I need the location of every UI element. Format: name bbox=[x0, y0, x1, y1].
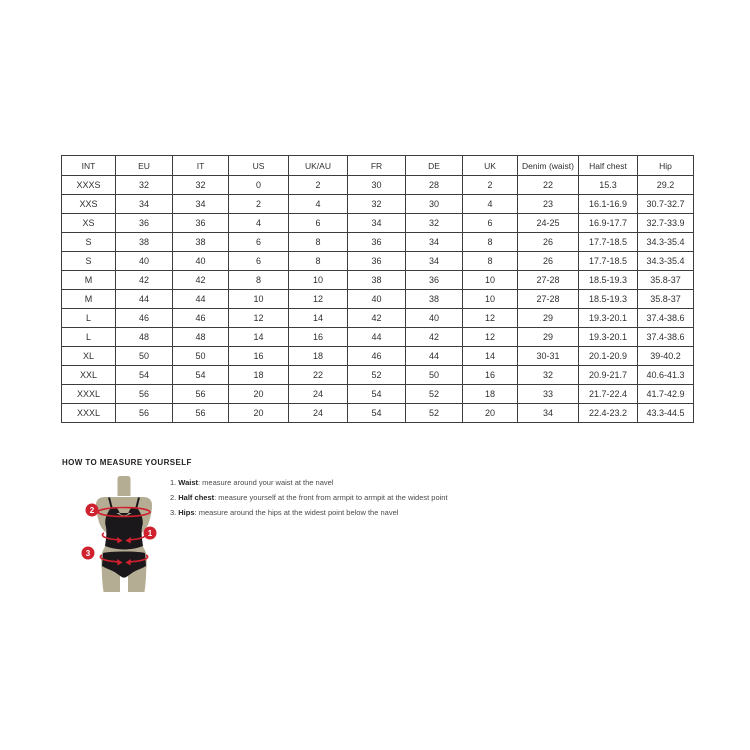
size-cell: 30 bbox=[348, 176, 406, 195]
column-header: Half chest bbox=[579, 156, 638, 176]
size-cell: 44 bbox=[406, 347, 463, 366]
step-text: : measure around your waist at the navel bbox=[198, 478, 334, 487]
size-cell: 2 bbox=[289, 176, 348, 195]
size-cell: 15.3 bbox=[579, 176, 638, 195]
size-cell: 32.7-33.9 bbox=[638, 214, 694, 233]
size-cell: 28 bbox=[406, 176, 463, 195]
size-cell: 36 bbox=[348, 233, 406, 252]
size-cell: 35.8-37 bbox=[638, 271, 694, 290]
size-cell: 24 bbox=[289, 385, 348, 404]
size-cell: 42 bbox=[406, 328, 463, 347]
size-cell: 22.4-23.2 bbox=[579, 404, 638, 423]
size-cell: 33 bbox=[518, 385, 579, 404]
column-header: UK bbox=[463, 156, 518, 176]
table-row bbox=[62, 195, 694, 214]
size-cell: 40 bbox=[348, 290, 406, 309]
size-cell: XL bbox=[62, 347, 116, 366]
size-cell: 50 bbox=[406, 366, 463, 385]
size-cell: 44 bbox=[173, 290, 229, 309]
size-cell: 34.3-35.4 bbox=[638, 252, 694, 271]
table-row bbox=[62, 252, 694, 271]
size-cell: 18 bbox=[463, 385, 518, 404]
size-cell: 56 bbox=[173, 404, 229, 423]
size-cell: XS bbox=[62, 214, 116, 233]
size-cell: 16 bbox=[463, 366, 518, 385]
step-number: 1. bbox=[170, 478, 177, 487]
size-cell: 14 bbox=[289, 309, 348, 328]
svg-text:3: 3 bbox=[85, 548, 91, 558]
table-row bbox=[62, 385, 694, 404]
measure-steps bbox=[170, 477, 448, 522]
size-cell: 4 bbox=[463, 195, 518, 214]
size-cell: 43.3-44.5 bbox=[638, 404, 694, 423]
size-cell: 18 bbox=[229, 366, 289, 385]
column-header: EU bbox=[116, 156, 173, 176]
size-cell: 32 bbox=[406, 214, 463, 233]
size-cell: 26 bbox=[518, 252, 579, 271]
size-cell: 34 bbox=[406, 252, 463, 271]
size-cell: 17.7-18.5 bbox=[579, 252, 638, 271]
step-label: Waist bbox=[178, 478, 198, 487]
size-cell: 6 bbox=[229, 252, 289, 271]
size-cell: 2 bbox=[229, 195, 289, 214]
size-cell: L bbox=[62, 309, 116, 328]
size-cell: 38 bbox=[116, 233, 173, 252]
size-cell: 8 bbox=[289, 233, 348, 252]
size-cell: 42 bbox=[173, 271, 229, 290]
size-cell: 4 bbox=[289, 195, 348, 214]
measure-step-hips bbox=[170, 507, 448, 522]
table-row bbox=[62, 233, 694, 252]
size-cell: 18 bbox=[289, 347, 348, 366]
size-cell: 52 bbox=[406, 404, 463, 423]
size-cell: 6 bbox=[463, 214, 518, 233]
step-number: 2. bbox=[170, 493, 177, 502]
size-cell: 56 bbox=[116, 385, 173, 404]
table-row bbox=[62, 271, 694, 290]
size-cell: 44 bbox=[348, 328, 406, 347]
size-cell: L bbox=[62, 328, 116, 347]
table-row bbox=[62, 176, 694, 195]
column-header: Denim (waist) bbox=[518, 156, 579, 176]
marker-2 bbox=[86, 504, 99, 517]
size-cell: 10 bbox=[463, 271, 518, 290]
size-cell: 42 bbox=[348, 309, 406, 328]
svg-text:2: 2 bbox=[89, 505, 95, 515]
measure-step-waist bbox=[170, 477, 448, 492]
size-cell: 10 bbox=[229, 290, 289, 309]
size-cell: 34 bbox=[348, 214, 406, 233]
size-cell: 32 bbox=[518, 366, 579, 385]
size-cell: 54 bbox=[173, 366, 229, 385]
size-cell: 22 bbox=[518, 176, 579, 195]
size-cell: M bbox=[62, 290, 116, 309]
size-cell: 38 bbox=[173, 233, 229, 252]
size-cell: 20.1-20.9 bbox=[579, 347, 638, 366]
size-cell: 30-31 bbox=[518, 347, 579, 366]
size-cell: 20.9-21.7 bbox=[579, 366, 638, 385]
size-cell: 17.7-18.5 bbox=[579, 233, 638, 252]
size-cell: XXXL bbox=[62, 385, 116, 404]
size-cell: 36 bbox=[348, 252, 406, 271]
size-cell: 16 bbox=[229, 347, 289, 366]
size-cell: 32 bbox=[348, 195, 406, 214]
size-cell: 54 bbox=[116, 366, 173, 385]
size-cell: 10 bbox=[463, 290, 518, 309]
size-cell: 36 bbox=[406, 271, 463, 290]
size-cell: 6 bbox=[289, 214, 348, 233]
size-cell: 6 bbox=[229, 233, 289, 252]
size-cell: 24-25 bbox=[518, 214, 579, 233]
size-cell: 40.6-41.3 bbox=[638, 366, 694, 385]
size-cell: 27-28 bbox=[518, 271, 579, 290]
size-cell: 30 bbox=[406, 195, 463, 214]
size-cell: 52 bbox=[348, 366, 406, 385]
size-cell: 18.5-19.3 bbox=[579, 271, 638, 290]
size-cell: 23 bbox=[518, 195, 579, 214]
size-cell: 52 bbox=[406, 385, 463, 404]
size-cell: XXXL bbox=[62, 404, 116, 423]
size-cell: 41.7-42.9 bbox=[638, 385, 694, 404]
measure-step-half-chest bbox=[170, 492, 448, 507]
size-cell: S bbox=[62, 233, 116, 252]
size-cell: 29.2 bbox=[638, 176, 694, 195]
size-cell: S bbox=[62, 252, 116, 271]
size-cell: 10 bbox=[289, 271, 348, 290]
size-cell: 32 bbox=[173, 176, 229, 195]
size-cell: 20 bbox=[229, 385, 289, 404]
column-header: US bbox=[229, 156, 289, 176]
size-cell: 38 bbox=[348, 271, 406, 290]
size-cell: 20 bbox=[229, 404, 289, 423]
column-header: INT bbox=[62, 156, 116, 176]
size-cell: 16 bbox=[289, 328, 348, 347]
table-row bbox=[62, 347, 694, 366]
mannequin-illustration bbox=[76, 471, 166, 597]
table-row bbox=[62, 404, 694, 423]
step-text: : measure yourself at the front from armpit to armpit at the widest point bbox=[214, 493, 448, 502]
step-label: Hips bbox=[178, 508, 195, 517]
size-cell: 12 bbox=[229, 309, 289, 328]
column-header: Hip bbox=[638, 156, 694, 176]
size-cell: 35.8-37 bbox=[638, 290, 694, 309]
size-cell: 16.1-16.9 bbox=[579, 195, 638, 214]
marker-1 bbox=[144, 527, 157, 540]
table-row bbox=[62, 309, 694, 328]
size-cell: 44 bbox=[116, 290, 173, 309]
size-cell: 46 bbox=[116, 309, 173, 328]
size-cell: 38 bbox=[406, 290, 463, 309]
size-cell: 8 bbox=[463, 252, 518, 271]
measure-section-title: HOW TO MEASURE YOURSELF bbox=[62, 458, 192, 467]
size-cell: 36 bbox=[173, 214, 229, 233]
size-cell: 56 bbox=[116, 404, 173, 423]
table-row bbox=[62, 366, 694, 385]
size-cell: 0 bbox=[229, 176, 289, 195]
size-cell: 50 bbox=[173, 347, 229, 366]
size-cell: 42 bbox=[116, 271, 173, 290]
size-cell: 27-28 bbox=[518, 290, 579, 309]
size-cell: 24 bbox=[289, 404, 348, 423]
size-cell: 54 bbox=[348, 385, 406, 404]
column-header: DE bbox=[406, 156, 463, 176]
size-cell: 20 bbox=[463, 404, 518, 423]
column-header: IT bbox=[173, 156, 229, 176]
size-cell: M bbox=[62, 271, 116, 290]
size-cell: 46 bbox=[348, 347, 406, 366]
size-cell: 8 bbox=[463, 233, 518, 252]
column-header: UK/AU bbox=[289, 156, 348, 176]
size-cell: 12 bbox=[463, 309, 518, 328]
size-cell: 54 bbox=[348, 404, 406, 423]
size-chart-table bbox=[61, 155, 694, 423]
step-number: 3. bbox=[170, 508, 177, 517]
size-cell: 34 bbox=[518, 404, 579, 423]
svg-text:1: 1 bbox=[147, 528, 153, 538]
size-cell: XXXS bbox=[62, 176, 116, 195]
size-cell: 34 bbox=[173, 195, 229, 214]
size-cell: 37.4-38.6 bbox=[638, 328, 694, 347]
size-cell: 46 bbox=[173, 309, 229, 328]
size-cell: 37.4-38.6 bbox=[638, 309, 694, 328]
table-row bbox=[62, 328, 694, 347]
size-cell: 26 bbox=[518, 233, 579, 252]
measurement-figure bbox=[76, 471, 166, 597]
size-cell: 14 bbox=[463, 347, 518, 366]
size-cell: 32 bbox=[116, 176, 173, 195]
size-cell: 12 bbox=[289, 290, 348, 309]
size-cell: 34.3-35.4 bbox=[638, 233, 694, 252]
size-cell: 22 bbox=[289, 366, 348, 385]
size-cell: 39-40.2 bbox=[638, 347, 694, 366]
table-row bbox=[62, 214, 694, 233]
size-cell: 29 bbox=[518, 328, 579, 347]
table-row bbox=[62, 290, 694, 309]
size-cell: 19.3-20.1 bbox=[579, 328, 638, 347]
size-cell: 8 bbox=[289, 252, 348, 271]
size-cell: 18.5-19.3 bbox=[579, 290, 638, 309]
size-cell: XXS bbox=[62, 195, 116, 214]
size-cell: 4 bbox=[229, 214, 289, 233]
size-cell: 29 bbox=[518, 309, 579, 328]
size-cell: 19.3-20.1 bbox=[579, 309, 638, 328]
size-cell: 48 bbox=[116, 328, 173, 347]
size-cell: 34 bbox=[406, 233, 463, 252]
size-cell: 36 bbox=[116, 214, 173, 233]
size-cell: 2 bbox=[463, 176, 518, 195]
size-cell: 34 bbox=[116, 195, 173, 214]
step-text: : measure around the hips at the widest point below the navel bbox=[194, 508, 399, 517]
size-cell: 40 bbox=[406, 309, 463, 328]
step-label: Half chest bbox=[178, 493, 215, 502]
marker-3 bbox=[82, 547, 95, 560]
size-cell: XXL bbox=[62, 366, 116, 385]
size-cell: 48 bbox=[173, 328, 229, 347]
size-cell: 40 bbox=[173, 252, 229, 271]
size-cell: 40 bbox=[116, 252, 173, 271]
size-cell: 12 bbox=[463, 328, 518, 347]
size-cell: 50 bbox=[116, 347, 173, 366]
size-cell: 21.7-22.4 bbox=[579, 385, 638, 404]
size-cell: 16.9-17.7 bbox=[579, 214, 638, 233]
column-header: FR bbox=[348, 156, 406, 176]
size-cell: 30.7-32.7 bbox=[638, 195, 694, 214]
size-cell: 56 bbox=[173, 385, 229, 404]
size-cell: 8 bbox=[229, 271, 289, 290]
size-cell: 14 bbox=[229, 328, 289, 347]
